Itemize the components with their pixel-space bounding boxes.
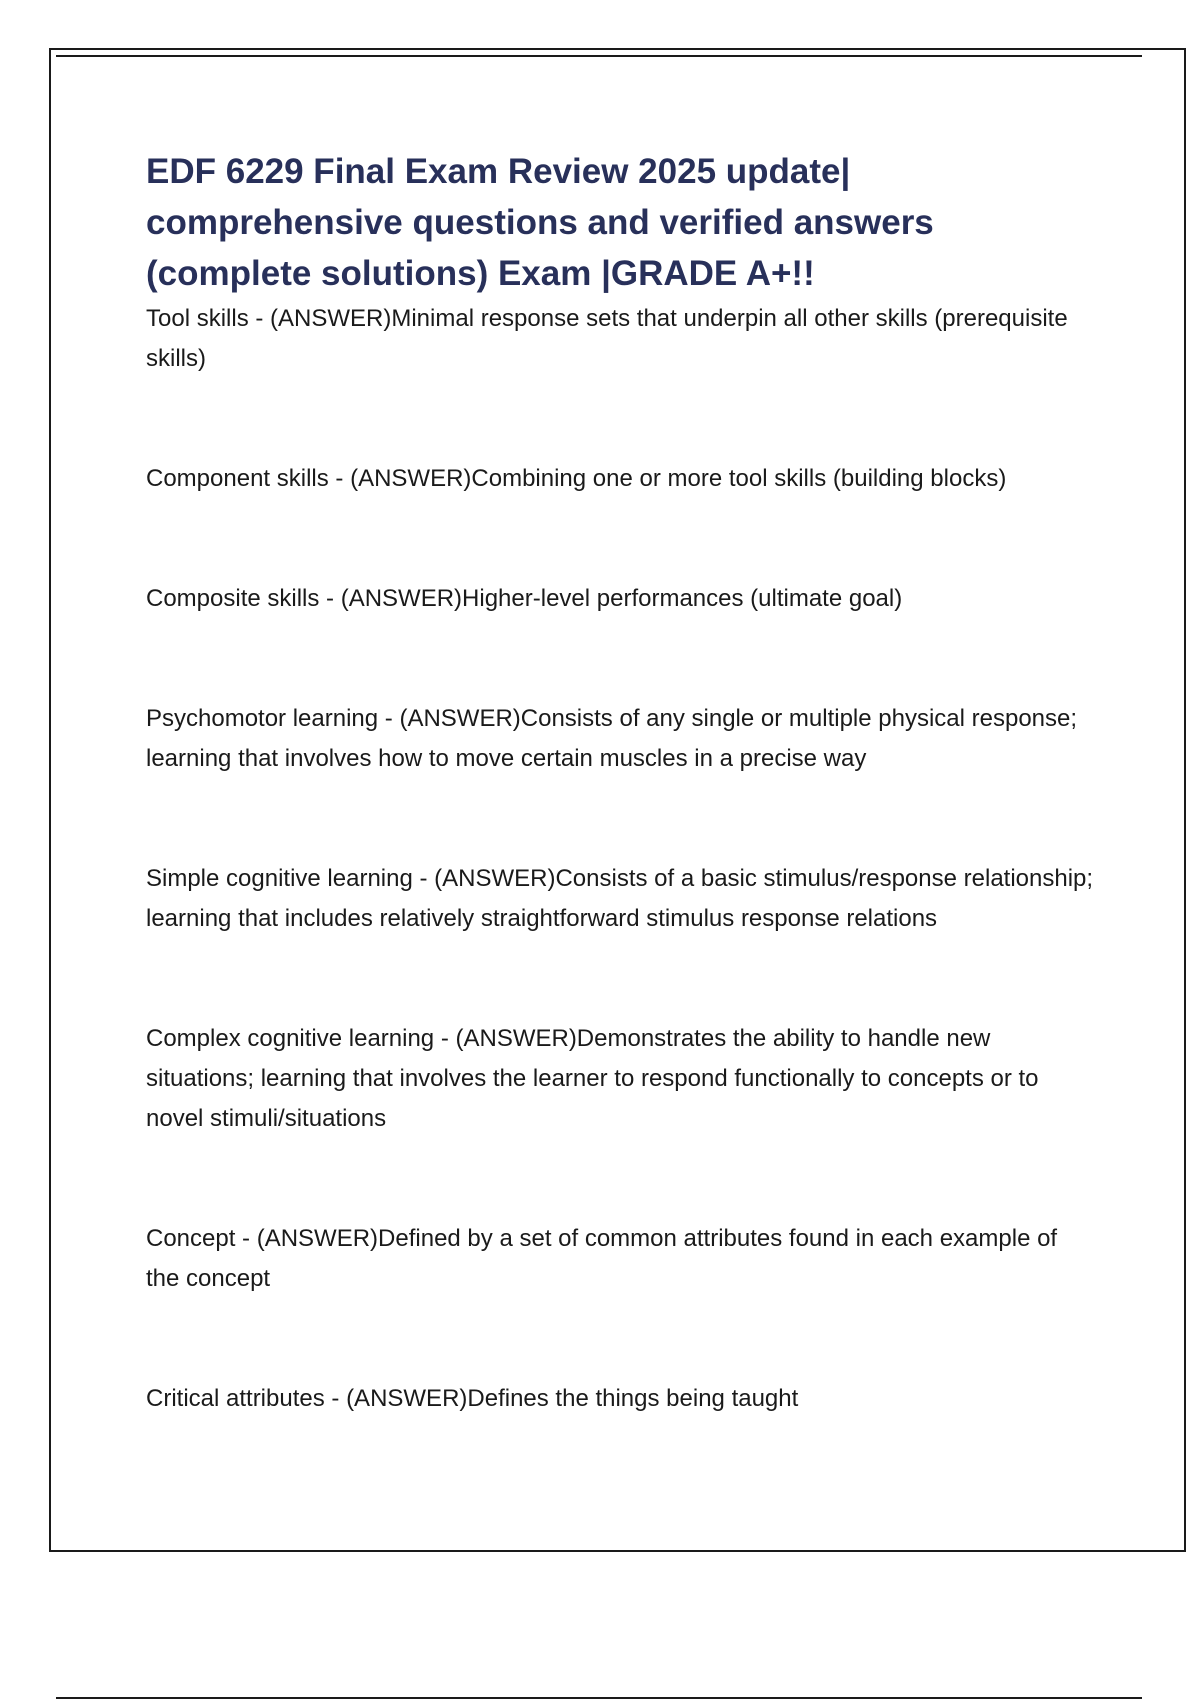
- qa-answer: (ANSWER)Defined by a set of common attributes found in each example of the concept: [146, 1225, 1058, 1292]
- bottom-rule-divider: [56, 1697, 1142, 1699]
- qa-term: Component skills: [146, 465, 329, 492]
- qa-term: Complex cognitive learning: [146, 1025, 435, 1052]
- qa-term: Psychomotor learning: [146, 705, 379, 732]
- qa-item: Psychomotor learning - (ANSWER)Consists of any single or multiple physical response; learning that involves how to move certain muscles in a precise way: [146, 705, 1078, 772]
- top-rule-divider: [56, 55, 1142, 57]
- qa-term: Tool skills: [146, 305, 249, 332]
- qa-answer: (ANSWER)Higher-level performances (ultimate goal): [340, 585, 903, 612]
- qa-term: Simple cognitive learning: [146, 865, 413, 892]
- qa-answer: (ANSWER)Combining one or more tool skills (building blocks): [350, 465, 1007, 492]
- qa-term: Concept: [146, 1225, 236, 1252]
- qa-answer: (ANSWER)Consists of any single or multiple physical response; learning that involves how to move certain muscles in a precise way: [146, 705, 1078, 772]
- qa-item: Critical attributes - (ANSWER)Defines the things being taught: [146, 1385, 799, 1412]
- qa-item: Concept - (ANSWER)Defined by a set of common attributes found in each example of the concept: [146, 1225, 1058, 1292]
- qa-answer: (ANSWER)Consists of a basic stimulus/response relationship; learning that includes relatively straightforward stimulus response relations: [146, 865, 1094, 932]
- qa-list: [146, 299, 1096, 1419]
- qa-term: Composite skills: [146, 585, 320, 612]
- qa-term: Critical attributes: [146, 1385, 325, 1412]
- qa-item: Complex cognitive learning - (ANSWER)Demonstrates the ability to handle new situations; learning that involves the learner to respond functionally to concepts or to novel stimuli/situations: [146, 1025, 1039, 1132]
- qa-item: Component skills - (ANSWER)Combining one or more tool skills (building blocks): [146, 465, 1007, 492]
- qa-item: Simple cognitive learning - (ANSWER)Consists of a basic stimulus/response relationship; learning that includes relatively straightforward stimulus response relations: [146, 865, 1094, 932]
- document-content: [146, 146, 1096, 1419]
- document-title: EDF 6229 Final Exam Review 2025 update| comprehensive questions and verified answers (complete solutions) Exam |GRADE A+!!: [146, 152, 934, 293]
- qa-item: Tool skills - (ANSWER)Minimal response sets that underpin all other skills (prerequisite skills): [146, 305, 1068, 372]
- qa-answer: (ANSWER)Demonstrates the ability to handle new situations; learning that involves the learner to respond functionally to concepts or to novel stimuli/situations: [146, 1025, 1039, 1132]
- qa-answer: (ANSWER)Defines the things being taught: [346, 1385, 799, 1412]
- qa-answer: (ANSWER)Minimal response sets that underpin all other skills (prerequisite skills): [146, 305, 1068, 372]
- qa-item: Composite skills - (ANSWER)Higher-level performances (ultimate goal): [146, 585, 903, 612]
